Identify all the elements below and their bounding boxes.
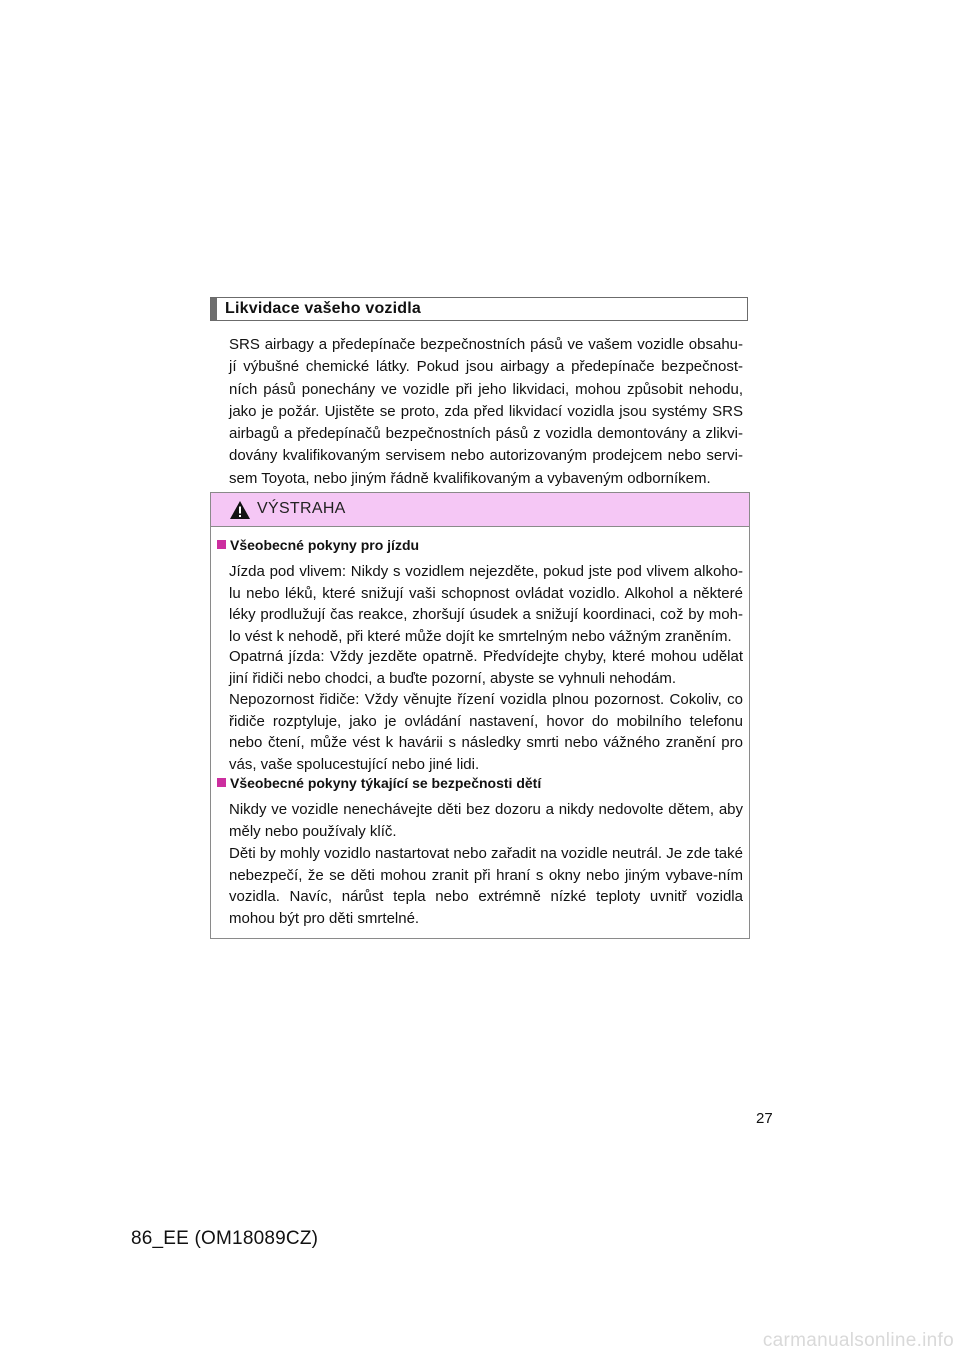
- section-title: Likvidace vašeho vozidla: [225, 300, 421, 317]
- section-header-accent: [211, 298, 217, 320]
- bullet-square-icon: [217, 778, 226, 787]
- warning-header: [211, 493, 749, 527]
- watermark: carmanualsonline.info: [762, 1330, 954, 1351]
- warning-paragraph: Nepozornost řidiče: Vždy věnujte řízení vozidla plnou pozornost. Cokoliv, co řidiče rozptyluje, jako je ovládání nastavení, hovor do mobilního telefonu nebo čtení, může vést k havárii s následky smrti nebo vážného zranění pro vás, vaše spolucestující nebo jiné lidi.: [229, 691, 743, 773]
- warning-triangle-icon: [229, 500, 251, 520]
- page-number: 27: [756, 1110, 773, 1127]
- warning-paragraph: Opatrná jízda: Vždy jezděte opatrně. Předvídejte chyby, které mohou udělat jiní řidiči nebo chodci, a buďte pozorní, abyste se vyhnuli nehodám.: [229, 648, 743, 687]
- document-code: 86_EE (OM18089CZ): [131, 1228, 319, 1249]
- warning-heading-text: Všeobecné pokyny pro jízdu: [230, 537, 420, 553]
- bullet-square-icon: [217, 540, 226, 549]
- warning-paragraph: Jízda pod vlivem: Nikdy s vozidlem nejezděte, pokud jste pod vlivem alkoho-lu nebo léků, které snižují vaši schopnost ovládat vozidlo. Alkohol a některé léky prodlužují čas reakce, zhoršují úsudek a snižují koordinaci, což by moh-lo vést k nehodě, při které může dojít ke smrtelným nebo vážným zraněním.: [229, 563, 743, 645]
- warning-box: [210, 492, 750, 939]
- warning-label: VÝSTRAHA: [257, 500, 346, 517]
- warning-paragraph: Nikdy ve vozidle nenechávejte děti bez dozoru a nikdy nedovolte dětem, aby měly nebo používaly klíč.: [229, 801, 743, 840]
- section-paragraph: SRS airbagy a předepínače bezpečnostních pásů ve vašem vozidle obsahu-jí výbušné chemické látky. Pokud jsou airbagy a předepínače bezpečnost-ních pásů ponechány ve vozidle při jeho likvidaci, mohou způsobit nehodu, jako je požár. Ujistěte se proto, zda před likvidací vozidla jsou systémy SRS airbagů a předepínačů bezpečnostních pásů z vozidla demontovány a zlikvi-dovány kvalifikovaným servisem nebo autorizovaným prodejcem nebo servi-sem Toyota, nebo jiným řádně kvalifikovaným a vybaveným odborníkem.: [229, 336, 743, 487]
- warning-heading-driving: [217, 537, 419, 553]
- warning-heading-children: [217, 775, 541, 791]
- section-header: [210, 297, 748, 321]
- warning-heading-text: Všeobecné pokyny týkající se bezpečnosti dětí: [230, 775, 542, 791]
- warning-paragraph: Děti by mohly vozidlo nastartovat nebo zařadit na vozidle neutrál. Je zde také nebezpečí, že se děti mohou zranit při hraní s okny nebo jiným vybave-ním vozidla. Navíc, nárůst tepla nebo extrémně nízké teploty uvnitř vozidla mohou být pro děti smrtelné.: [229, 845, 743, 927]
